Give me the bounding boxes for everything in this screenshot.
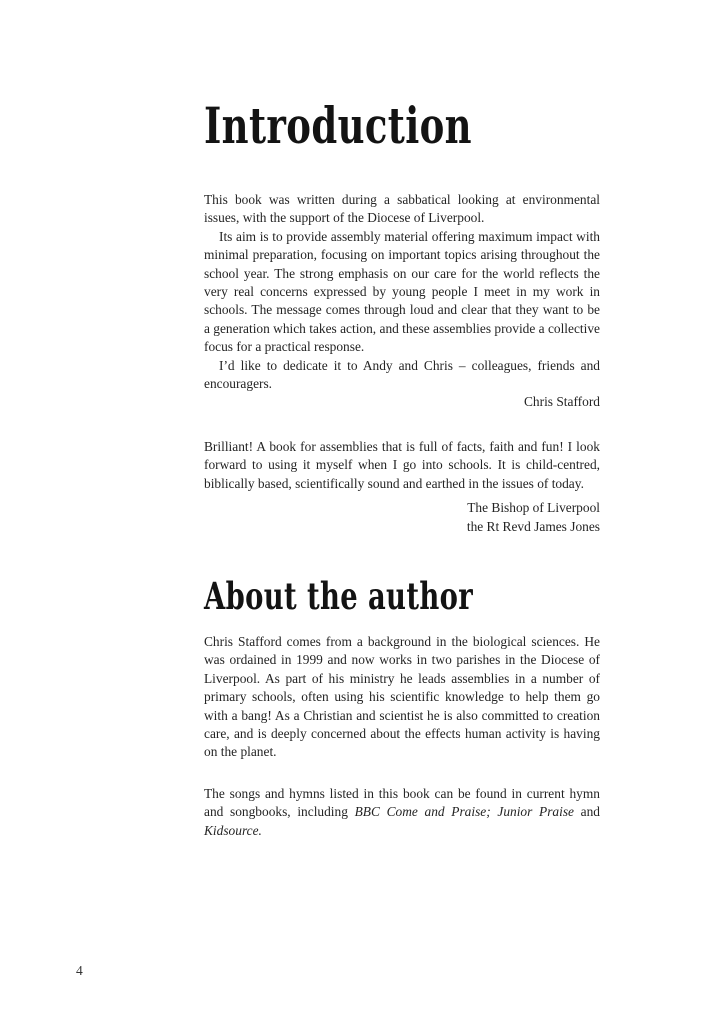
intro-paragraph-1: This book was written during a sabbatical looking at environmental issues, with the support of the Diocese of Liverpool. bbox=[204, 192, 600, 226]
introduction-heading-text: Introduction bbox=[204, 96, 472, 155]
about-author-heading bbox=[204, 573, 600, 618]
about-author-heading-text: About the author bbox=[204, 573, 474, 618]
testimonial-section bbox=[204, 438, 600, 536]
songs-note bbox=[204, 785, 600, 840]
page-number: 4 bbox=[76, 963, 83, 978]
intro-signature: Chris Stafford bbox=[523, 394, 600, 410]
intro-paragraph-2: Its aim is to provide assembly material offering maximum impact with minimal preparation, focusing on important topics arising throughout the school year. The strong emphasis on our care for the world reflects the very real concerns expressed by young people I meet in my work in schools. The message comes through loud and clear that they want to be a generation which takes action, and these assemblies provide a collective focus for a practical response. bbox=[204, 228, 600, 355]
songs-note-text-between: and bbox=[573, 804, 600, 820]
testimonial-text: Brilliant! A book for assemblies that is full of facts, faith and fun! I look forward to using it myself when I go into schools. It is child-centred, biblically based, scientifically sound and earthed in the issues of today. bbox=[204, 438, 600, 491]
testimonial-signature bbox=[204, 499, 600, 536]
intro-paragraph-3: I’d like to dedicate it to Andy and Chris – colleagues, friends and encouragers. bbox=[204, 357, 600, 392]
page-content bbox=[204, 96, 600, 840]
testimonial-signature-line-2: the Rt Revd James Jones bbox=[466, 518, 600, 534]
testimonial-signature-line-1: The Bishop of Liverpool bbox=[467, 500, 600, 516]
songs-note-title-kidsource: Kidsource. bbox=[204, 822, 262, 838]
author-bio: Chris Stafford comes from a background in the biological sciences. He was ordained in 1999 and now works in two parishes in the Diocese of Liverpool. As part of his ministry he leads assemblies in a number of primary schools, often using his scientific knowledge to help them go with a bang! As a Christian and scientist he is also committed to creation care, and is deeply concerned about the effects human activity is having on the planet. bbox=[204, 633, 600, 760]
introduction-heading bbox=[204, 96, 600, 155]
songs-note-text-before: The songs and hymns listed in this book can be found in current hymn and songbooks, including bbox=[204, 785, 600, 820]
songs-note-titles-italic: BBC Come and Praise; Junior Praise bbox=[354, 804, 574, 820]
songs-note-section bbox=[204, 785, 600, 840]
